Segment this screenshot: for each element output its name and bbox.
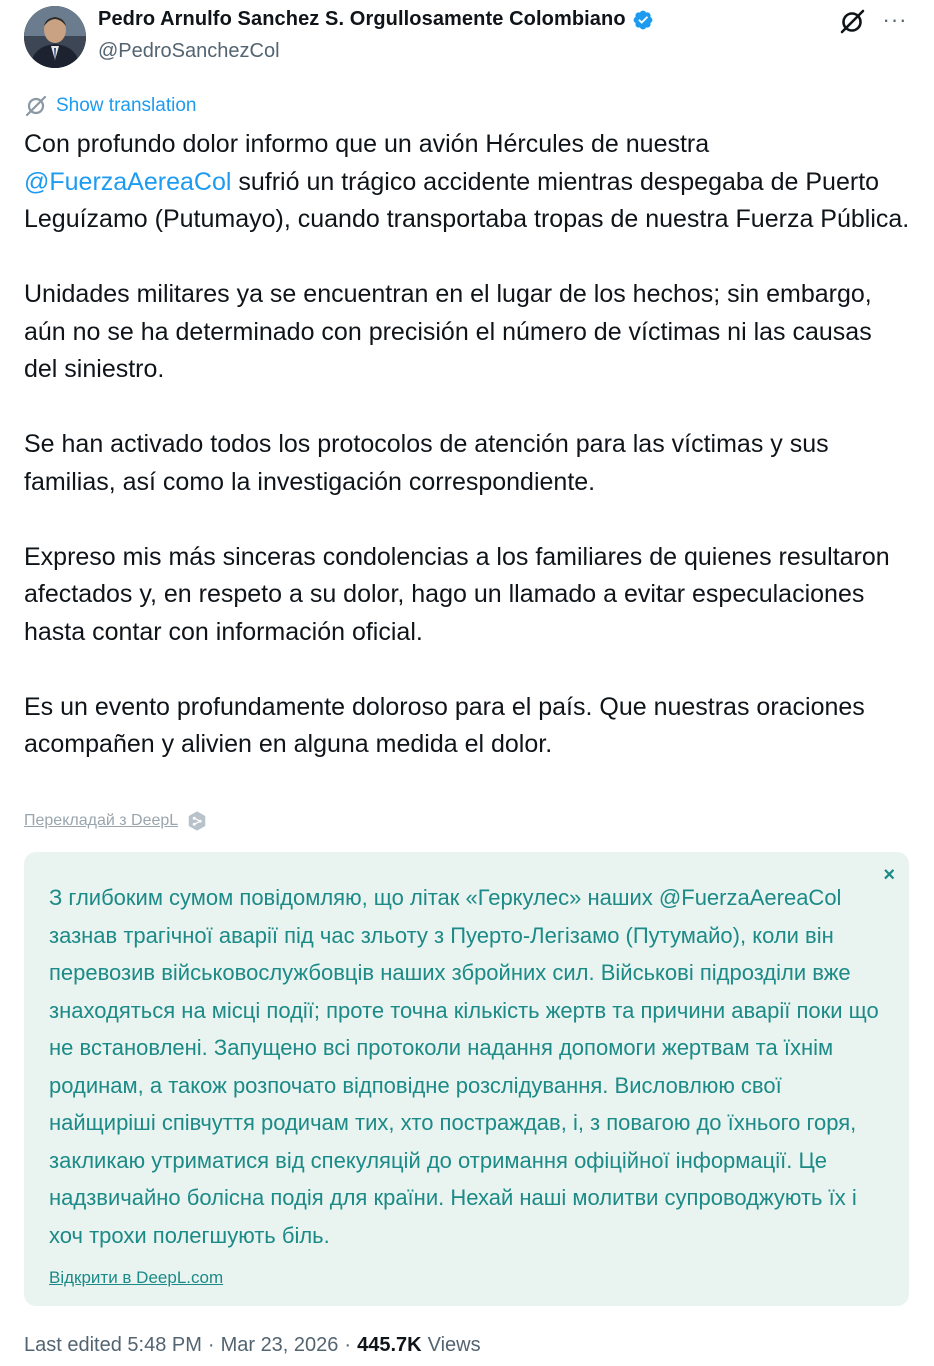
- deepl-translate-link[interactable]: Перекладай з DeepL: [24, 812, 179, 829]
- meta-separator: ·: [344, 1334, 352, 1356]
- avatar[interactable]: [24, 6, 86, 68]
- tweet-paragraph-1: Con profundo dolor informo que un avión Hércules de nuestra @FuerzaAereaCol sufrió un trágico accidente mientras despegaba de Puerto Leguízamo (Putumayo), cuando transportaba tropas de nuestra Fuerza Pública.: [24, 130, 910, 233]
- tweet-header: [24, 6, 910, 70]
- avatar-photo: [24, 6, 86, 68]
- deepl-translate-row: [24, 810, 208, 832]
- deepl-logo-icon[interactable]: [186, 810, 208, 832]
- tweet-paragraph-3: Se han activado todos los protocolos de atención para las víctimas y sus familias, así como la investigación correspondiente.: [24, 430, 829, 496]
- tweet-paragraph-2: Unidades militares ya se encuentran en el lugar de los hechos; sin embargo, aún no se ha determinado con precisión el número de víctimas ni las causas del siniestro.: [24, 280, 872, 383]
- meta-separator: ·: [207, 1334, 215, 1356]
- post-date[interactable]: Mar 23, 2026: [220, 1334, 339, 1356]
- translation-text: З глибоким сумом повідомляю, що літак «Геркулес» наших @FuerzaAereaCol зазнав трагічної аварії під час зльоту з Пуерто-Легізамо (Путумайо), коли він перевозив військовослужбовців наших збройних сил. Військові підрозділи вже знаходяться на місці події; проте точна кількість жертв та причини аварії поки що не встановлені. Запущено всі протоколи надання допомоги жертвам та їхнім родинам, а також розпочато відповідне розслідування. Висловлюю свої найщиріші співчуття родичам тих, хто постраждав, і, з повагою до їхнього горя, закликаю утриматися від спекуляцій до отримання офіційної інформації. Це надзвичайно болісна подія для країни. Нехай наші молитви супроводжують їх і хоч трохи полегшують біль.: [49, 885, 879, 1248]
- views-label: Views: [427, 1334, 481, 1356]
- mention-link[interactable]: @FuerzaAereaCol: [24, 167, 232, 196]
- tweet-text: [24, 126, 910, 764]
- tweet-paragraph-5: Es un evento profundamente doloroso para el país. Que nuestras oraciones acompañen y alivien en alguna medida el dolor.: [24, 692, 865, 758]
- grok-translate-icon: [24, 94, 48, 118]
- verified-badge-icon: [632, 9, 654, 31]
- display-name[interactable]: Pedro Arnulfo Sanchez S. Orgullosamente Colombiano: [98, 8, 626, 30]
- show-translation-label[interactable]: Show translation: [56, 95, 197, 116]
- grok-icon[interactable]: [838, 8, 866, 36]
- close-icon[interactable]: ×: [883, 864, 895, 886]
- handle[interactable]: @PedroSanchezCol: [98, 40, 280, 62]
- name-row: [98, 8, 654, 31]
- views-count: 445.7K: [357, 1334, 422, 1356]
- show-translation-button[interactable]: [24, 94, 196, 118]
- deepl-translation-panel: [24, 852, 909, 1306]
- edited-time[interactable]: Last edited 5:48 PM: [24, 1334, 202, 1356]
- open-in-deepl-link[interactable]: Відкрити в DeepL.com: [49, 1268, 224, 1287]
- tweet-paragraph-4: Expreso mis más sinceras condolencias a los familiares de quienes resultaron afectados y, en respeto a su dolor, hago un llamado a evitar especulaciones hasta contar con información oficial.: [24, 542, 890, 646]
- tweet-meta: [24, 1334, 481, 1357]
- more-options-button[interactable]: ···: [882, 7, 908, 32]
